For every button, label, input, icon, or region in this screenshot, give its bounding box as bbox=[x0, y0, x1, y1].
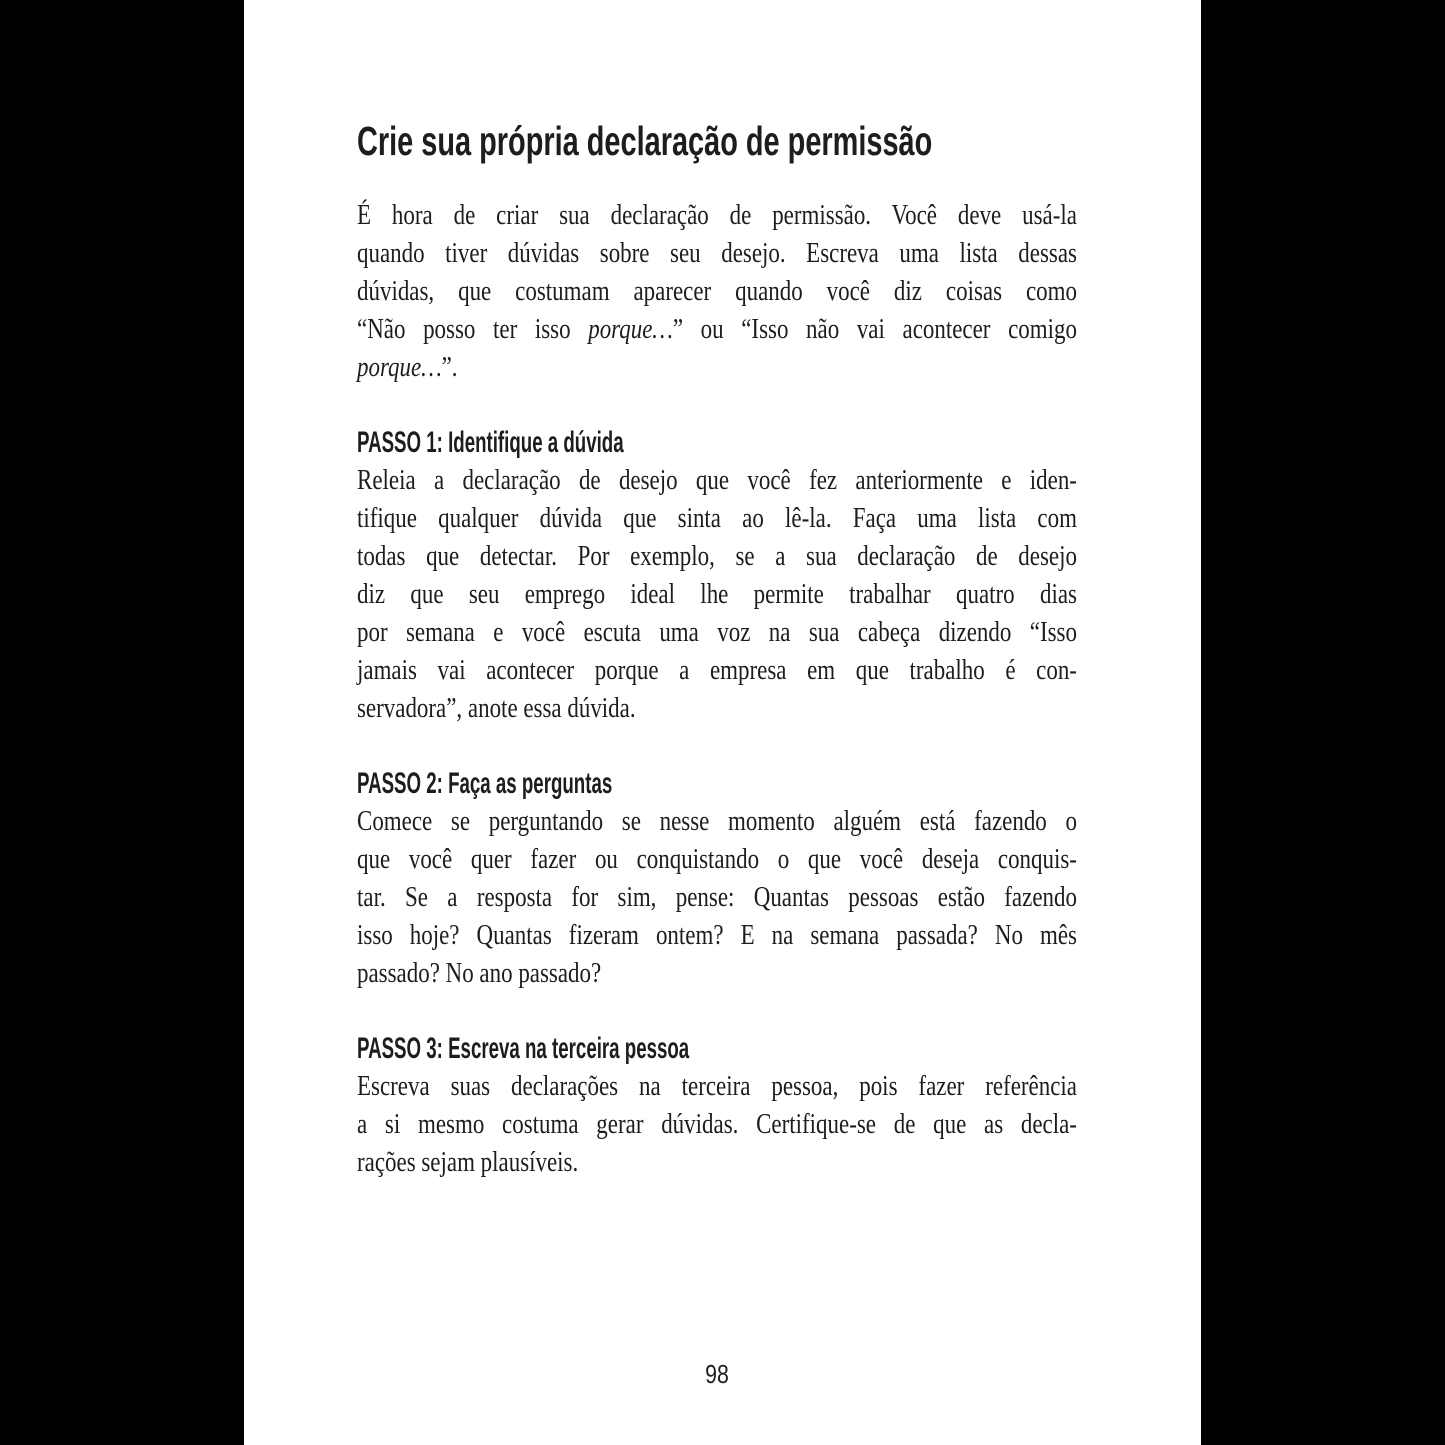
text-line: quando tiver dúvidas sobre seu desejo. Escreva uma lista dessas bbox=[357, 238, 1077, 269]
right-black-bar bbox=[1201, 0, 1445, 1445]
passo-1-paragraph bbox=[357, 462, 1077, 728]
text-line: a si mesmo costuma gerar dúvidas. Certifique-se de que as decla- bbox=[357, 1109, 1077, 1140]
section-heading-passo-1 bbox=[357, 424, 1077, 462]
text-line: Comece se perguntando se nesse momento alguém está fazendo o bbox=[357, 806, 1077, 837]
text-line: Escreva suas declarações na terceira pessoa, pois fazer referência bbox=[357, 1071, 1077, 1102]
text-line: dúvidas, que costumam aparecer quando você diz coisas como bbox=[357, 276, 1077, 307]
text-line: É hora de criar sua declaração de permissão. Você deve usá-la bbox=[357, 200, 1077, 231]
section-heading-passo-1-text: PASSO 1: Identifique a dúvida bbox=[357, 426, 624, 459]
book-page bbox=[244, 0, 1201, 1445]
section-passo-2 bbox=[357, 765, 1077, 993]
section-passo-3 bbox=[357, 1030, 1077, 1182]
text-line: passado? No ano passado? bbox=[357, 958, 602, 989]
text-line: servadora”, anote essa dúvida. bbox=[357, 693, 636, 724]
section-passo-1 bbox=[357, 424, 1077, 728]
text-line: diz que seu emprego ideal lhe permite trabalhar quatro dias bbox=[357, 579, 1077, 610]
left-black-bar bbox=[0, 0, 244, 1445]
page-content bbox=[357, 0, 1077, 1388]
text-line: isso hoje? Quantas fizeram ontem? E na semana passada? No mês bbox=[357, 920, 1077, 951]
page-number: 98 bbox=[705, 1359, 729, 1389]
passo-3-paragraph bbox=[357, 1068, 1077, 1182]
text-line: porque…”. bbox=[357, 352, 458, 383]
intro-paragraph bbox=[357, 197, 1077, 387]
section-heading-passo-2-text: PASSO 2: Faça as perguntas bbox=[357, 767, 613, 800]
page-title-text: Crie sua própria declaração de permissão bbox=[357, 118, 933, 164]
page-title bbox=[357, 118, 1077, 164]
text-line: por semana e você escuta uma voz na sua cabeça dizendo “Isso bbox=[357, 617, 1077, 648]
text-line: tifique qualquer dúvida que sinta ao lê-la. Faça uma lista com bbox=[357, 503, 1077, 534]
text-line: Releia a declaração de desejo que você fez anteriormente e iden- bbox=[357, 465, 1077, 496]
text-line: rações sejam plausíveis. bbox=[357, 1147, 579, 1178]
passo-2-paragraph bbox=[357, 803, 1077, 993]
text-line: que você quer fazer ou conquistando o que você deseja conquis- bbox=[357, 844, 1077, 875]
text-line: “Não posso ter isso porque…” ou “Isso não vai acontecer comigo bbox=[357, 314, 1077, 345]
text-line: jamais vai acontecer porque a empresa em que trabalho é con- bbox=[357, 655, 1077, 686]
section-intro bbox=[357, 197, 1077, 387]
text-line: tar. Se a resposta for sim, pense: Quantas pessoas estão fazendo bbox=[357, 882, 1077, 913]
section-heading-passo-3-text: PASSO 3: Escreva na terceira pessoa bbox=[357, 1032, 690, 1065]
section-heading-passo-3 bbox=[357, 1030, 1077, 1068]
section-heading-passo-2 bbox=[357, 765, 1077, 803]
text-line: todas que detectar. Por exemplo, se a sua declaração de desejo bbox=[357, 541, 1077, 572]
